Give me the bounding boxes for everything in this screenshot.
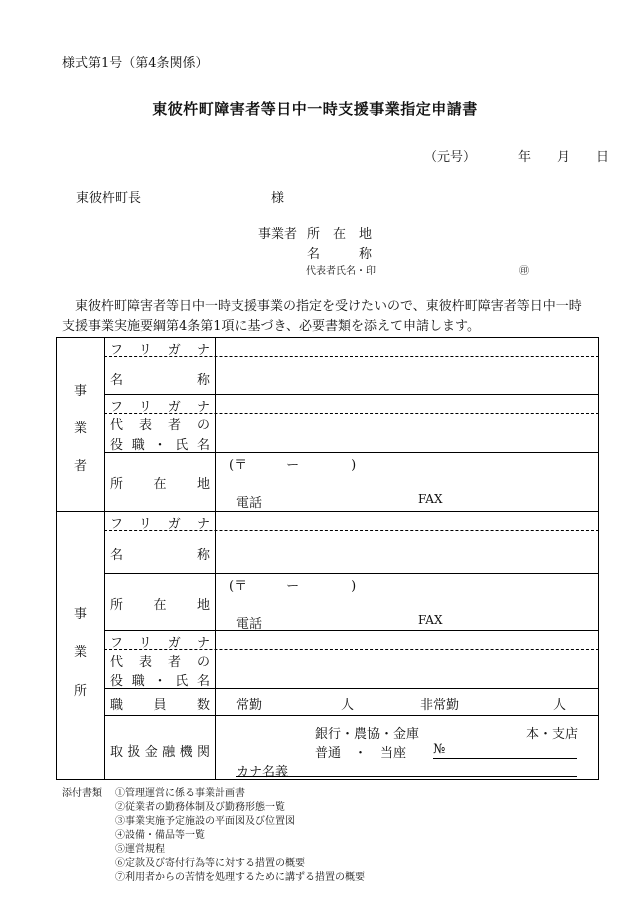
attachment-item-2: ②従業者の勤務体制及び勤務形態一覧 bbox=[115, 802, 285, 813]
applicant-rep-label: 代表者氏名・印 bbox=[306, 266, 376, 277]
section2-label-2: 業 bbox=[74, 645, 88, 660]
applicant-address-label: 所 在 地 bbox=[307, 227, 373, 242]
s2-furigana2-label: フリガナ bbox=[110, 636, 210, 651]
s1-address-label: 所在地 bbox=[110, 477, 210, 492]
s1-name-label: 名称 bbox=[110, 373, 210, 388]
attachment-item-4: ④設備・備品等一覧 bbox=[115, 830, 205, 841]
s2-fax-label: FAX bbox=[418, 613, 443, 627]
attachment-item-6: ⑥定款及び寄付行為等に対する措置の概要 bbox=[115, 858, 305, 869]
s2-fulltime-unit: 人 bbox=[341, 698, 355, 713]
form-number: 様式第1号（第4条関係） bbox=[62, 56, 209, 71]
section1-label-2: 業 bbox=[74, 421, 88, 436]
s1-phone-label: 電話 bbox=[236, 496, 263, 511]
s2-fulltime-label: 常勤 bbox=[236, 698, 263, 713]
s2-phone-label: 電話 bbox=[236, 617, 263, 632]
section1-label-3: 者 bbox=[74, 459, 88, 474]
date-line bbox=[424, 146, 609, 165]
section2-label-3: 所 bbox=[74, 684, 88, 699]
s1-furigana-label: フリガナ bbox=[110, 343, 210, 358]
s2-bank-label: 取扱金融機関 bbox=[110, 745, 210, 760]
s2-account-no-label: № bbox=[433, 742, 446, 757]
section2-label-1: 事 bbox=[74, 607, 88, 622]
seal-mark: ㊞ bbox=[519, 266, 529, 277]
attachments-label: 添付書類 bbox=[62, 788, 102, 799]
s1-rep-label-1: 代表者の bbox=[110, 418, 210, 433]
s2-parttime-label: 非常勤 bbox=[420, 698, 460, 713]
section1-label-1: 事 bbox=[74, 384, 88, 399]
s2-furigana-label: フリガナ bbox=[110, 517, 210, 532]
s1-postal-code[interactable]: (〒 ー ) bbox=[229, 458, 357, 473]
date-month: 月 bbox=[557, 150, 571, 165]
date-era: （元号） bbox=[424, 150, 477, 165]
date-year: 年 bbox=[518, 150, 532, 165]
s2-bank-types: 銀行・農協・金庫 bbox=[315, 727, 420, 742]
s1-furigana2-label: フリガナ bbox=[110, 400, 210, 415]
s2-parttime-unit: 人 bbox=[553, 698, 567, 713]
application-statement: 東彼杵町障害者等日中一時支援事業の指定を受けたいので、東彼杵町障害者等日中一時支援事業実施要綱第4条第1項に基づき、必要書類を添えて申請します。 bbox=[62, 299, 582, 334]
s2-staff-label: 職員数 bbox=[110, 698, 210, 713]
applicant-name-label: 名 称 bbox=[307, 247, 373, 262]
attachment-item-1: ①管理運営に係る事業計画書 bbox=[115, 788, 245, 799]
document-title: 東彼杵町障害者等日中一時支援事業指定申請書 bbox=[152, 100, 478, 118]
applicant-label: 事業者 bbox=[258, 227, 298, 242]
s2-branch-label: 本・支店 bbox=[526, 727, 579, 742]
attachment-item-7: ⑦利用者からの苦情を処理するために講ずる措置の概要 bbox=[115, 872, 365, 883]
s2-address-label: 所在地 bbox=[110, 598, 210, 613]
s1-rep-label-2: 役職・氏名 bbox=[110, 438, 210, 453]
date-day: 日 bbox=[596, 150, 610, 165]
s2-kana-name-label: カナ名義 bbox=[236, 765, 289, 780]
s2-rep-label-2: 役職・氏名 bbox=[110, 674, 210, 689]
s1-fax-label: FAX bbox=[418, 492, 443, 506]
s2-postal-code[interactable]: (〒 ー ) bbox=[229, 579, 357, 594]
s2-name-label: 名称 bbox=[110, 548, 210, 563]
s2-account-type: 普通 ・ 当座 bbox=[315, 746, 407, 761]
attachment-item-5: ⑤運営規程 bbox=[115, 844, 165, 855]
attachment-item-3: ③事業実施予定施設の平面図及び位置図 bbox=[115, 816, 295, 827]
s2-rep-label-1: 代表者の bbox=[110, 655, 210, 670]
recipient-name: 東彼杵町長 bbox=[76, 191, 142, 206]
recipient-honorific: 様 bbox=[271, 191, 285, 206]
